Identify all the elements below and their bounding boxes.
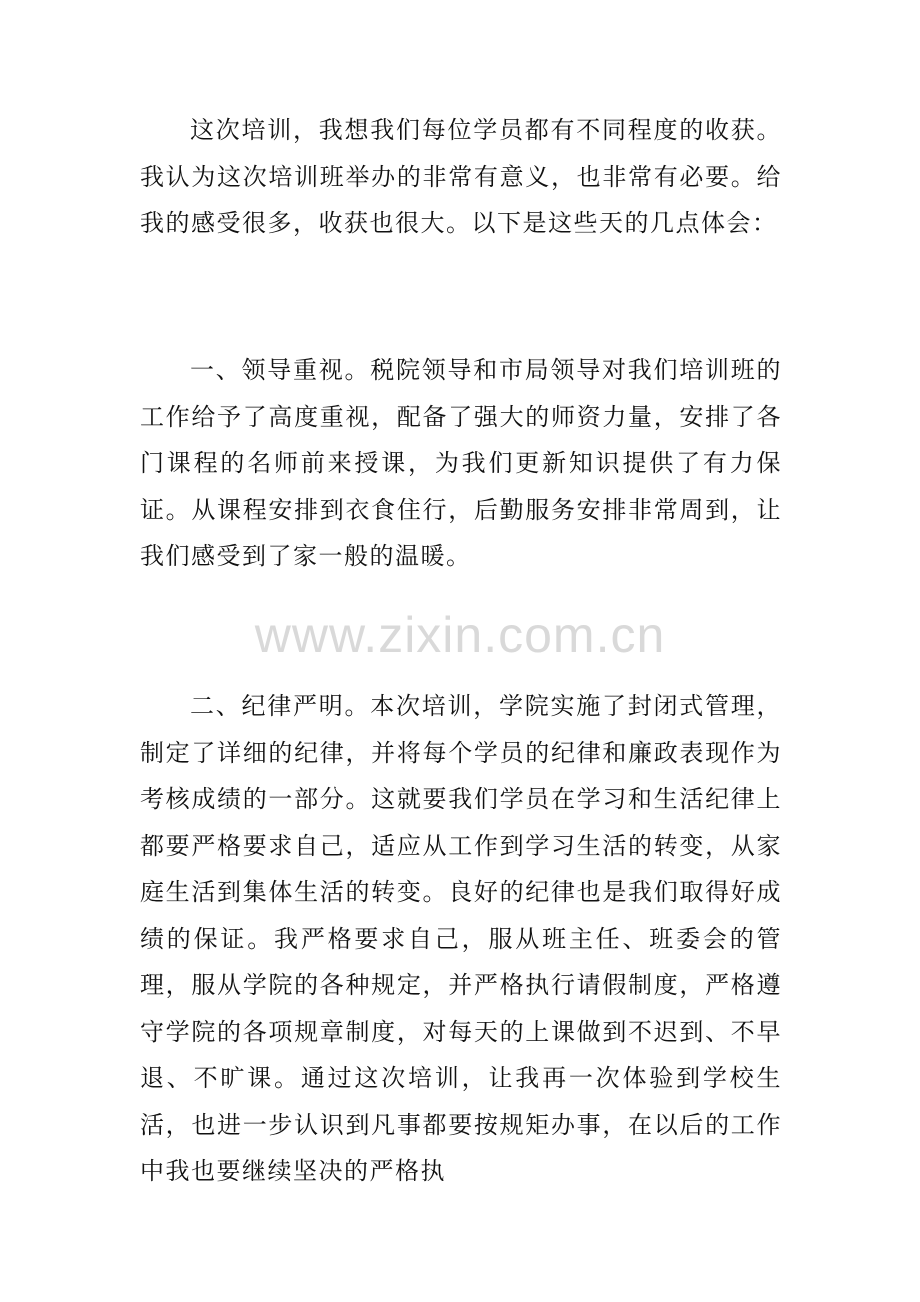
paragraph-discipline: 二、纪律严明。本次培训，学院实施了封闭式管理，制定了详细的纪律，并将每个学员的纪律和廉政表现作为考核成绩的一部分。这就要我们学员在学习和生活纪律上都要严格要求自己，适应从工作到学习生活的转变，从家庭生活到集体生活的转变。良好的纪律也是我们取得好成绩的保证。我严格要求自己，服从班主任、班委会的管理，服从学院的各种规定，并严格执行请假制度，严格遵守学院的各项规章制度，对每天的上课做到不迟到、不早退、不旷课。通过这次培训，让我再一次体验到学校生活，也进一步认识到凡事都要按规矩办事，在以后的工作中我也要继续坚决的严格执	[140, 692, 782, 1185]
watermark-text: www.zixin.com.cn	[254, 607, 666, 663]
paragraph-intro: 这次培训，我想我们每位学员都有不同程度的收获。我认为这次培训班举办的非常有意义，也非常有必要。给我的感受很多，收获也很大。以下是这些天的几点体会：	[140, 116, 782, 237]
paragraph-leadership: 一、领导重视。税院领导和市局领导对我们培训班的工作给予了高度重视，配备了强大的师资力量，安排了各门课程的名师前来授课，为我们更新知识提供了有力保证。从课程安排到衣食住行，后勤服务安排非常周到，让我们感受到了家一般的温暖。	[140, 356, 782, 570]
